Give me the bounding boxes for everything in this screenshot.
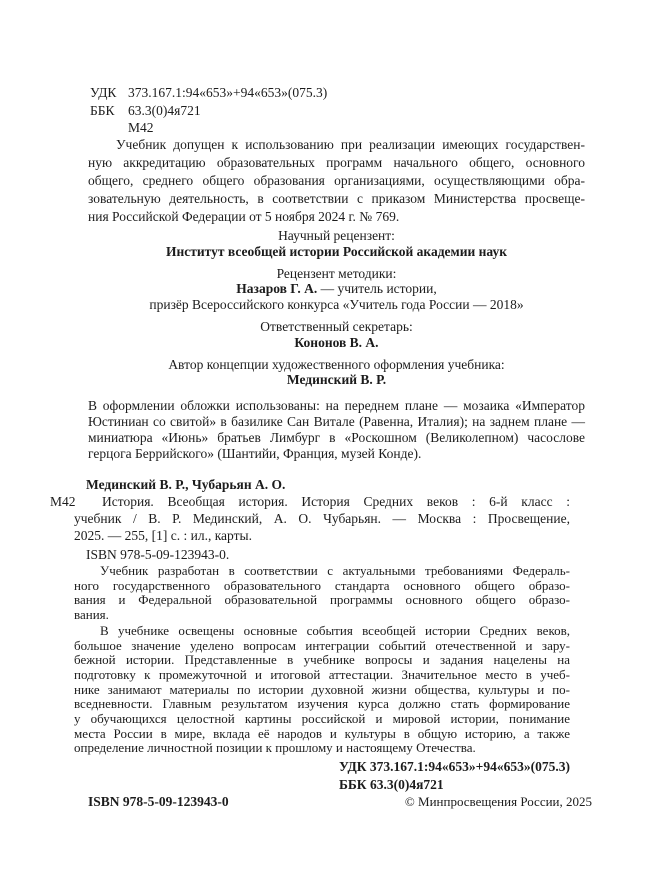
classification-codes (90, 84, 327, 137)
reviewer-name: Мединский В. Р. (286, 372, 387, 388)
text-line: зовательную деятельность, в соответствии с приказом Министерства просвеще- (88, 191, 585, 206)
annotation-paragraph-1 (74, 564, 570, 623)
footer (88, 794, 592, 810)
card-author-code: М42 (50, 494, 76, 509)
bbk-value: 63.3(0)4я721 (128, 102, 201, 118)
reviewer-name: Назаров Г. А. (236, 281, 318, 297)
text-line: В учебнике освещены основные события всеобщей истории Средних веков, (100, 622, 570, 638)
text-line: Учебник разработан в соответствии с актуальными требованиями Федераль- (100, 563, 570, 578)
admission-paragraph (88, 136, 585, 226)
reviewers-block (88, 228, 585, 388)
text-line: В оформлении обложки использованы: на переднем плане — мозаика «Император (88, 398, 585, 413)
text-line: Юстиниан со свитой» в базилике Сан Витале (Равенна, Италия); на заднем плане — (88, 414, 585, 429)
bbk-row (90, 102, 327, 120)
reviewer-name-line (88, 281, 585, 297)
footer-isbn: ISBN 978-5-09-123943-0 (88, 794, 229, 809)
text-line: ния Российской Федерации от 5 ноября 2024 г. № 769. (88, 209, 400, 224)
footer-copyright: © Минпросвещения России, 2025 (404, 794, 592, 809)
catalog-card (50, 476, 570, 794)
reviewer-role: Ответственный секретарь: (260, 318, 413, 334)
text-line: бежной истории. Представленные в учебнике вопросы и задания нацелены на (74, 652, 570, 668)
card-bbk: ББК 63.3(0)4я721 (338, 777, 444, 793)
reviewer-role-line (88, 266, 585, 282)
bibliographic-line: 2025. — 255, [1] с. : ил., карты. (74, 528, 252, 543)
cover-design-note (88, 398, 585, 462)
text-line: общего, среднего общего образования организациями, осуществляющими обра- (88, 173, 585, 188)
text-line: вания и Федеральной образовательной программы основного общего образо- (74, 592, 570, 608)
text-line: ного государственного образовательного стандарта основного общего образо- (74, 577, 570, 593)
card-authors: Мединский В. Р., Чубарьян А. О. (86, 477, 286, 492)
reviewer-role: призёр Всероссийского конкурса «Учитель года России — 2018» (149, 297, 524, 313)
reviewer-role-line (88, 357, 585, 373)
text-line: места России в мире, вклада её народов и культуры в общую историю, а также (74, 725, 570, 741)
reviewer-role: Научный рецензент: (278, 228, 395, 243)
text-line: большое значение уделено вопросам интеграции событий отечественной и зару- (74, 637, 570, 653)
text-line: вседневности. Главным результатом изучения курса должно стать формирование (74, 696, 570, 712)
reviewer-role: Автор концепции художественного оформления учебника: (168, 356, 505, 372)
bibliographic-line (50, 493, 570, 510)
card-isbn: ISBN 978-5-09-123943-0. (86, 547, 230, 562)
author-code: М42 (128, 120, 154, 135)
reviewer-role-line (88, 228, 585, 244)
text-line: подготовку к промежуточной и итоговой аттестации. Значительное место в учеб- (74, 666, 570, 682)
udk-label: УДК (90, 85, 117, 100)
reviewer-award-line (88, 297, 585, 313)
text-line: определение личностной позиции к прошлому и настоящему Отечества. (74, 740, 476, 756)
udk-row (90, 84, 327, 102)
card-classification-codes (339, 758, 570, 794)
text-line: История. Всеобщая история. История Средних веков : 6-й класс : (102, 494, 570, 509)
udk-value: 373.167.1:94«653»+94«653»(075.3) (128, 85, 328, 100)
text-line: у обучающихся целостной картины российской и мировой истории, понимание (74, 711, 570, 727)
reviewer-role: — учитель истории, (317, 281, 437, 297)
text-line: нике занимают материалы по истории духовной жизни общества, культуры и по- (74, 681, 570, 697)
text-line: Учебник допущен к использованию при реализации имеющих государствен- (116, 137, 585, 152)
text-line: миниатюра «Июнь» братьев Лимбург в «Роскошном (Великолепном) часослове (88, 430, 585, 445)
reviewer-role-line (88, 319, 585, 335)
reviewer-name-line (88, 335, 585, 351)
annotation-paragraph-2 (74, 624, 570, 756)
bbk-label: ББК (90, 102, 115, 118)
text-line: герцога Беррийского» (Шантийи, Франция, музей Конде). (88, 446, 422, 461)
reviewer-role: Рецензент методики: (276, 265, 397, 281)
reviewer-name-line (88, 244, 585, 260)
text-line: ную аккредитацию образовательных программ начального общего, основного (88, 155, 585, 170)
card-udk: УДК 373.167.1:94«653»+94«653»(075.3) (338, 759, 570, 775)
reviewer-name-line (88, 372, 585, 388)
reviewer-name: Институт всеобщей истории Российской академии наук (165, 243, 508, 259)
bibliographic-line: учебник / В. Р. Мединский, А. О. Чубарьян. — Москва : Просвещение, (74, 511, 570, 526)
text-line: вания. (74, 607, 109, 623)
reviewer-name: Кононов В. А. (294, 334, 379, 350)
